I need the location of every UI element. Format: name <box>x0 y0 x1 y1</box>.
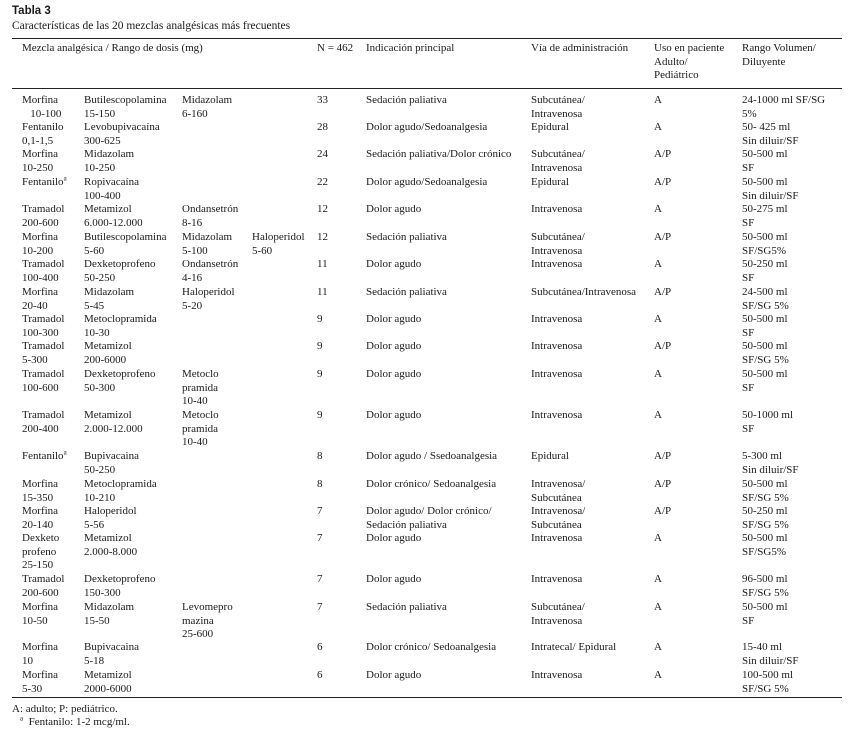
cell-drug-1: Fentanilo 0,1-1,5 <box>22 121 64 147</box>
cell-patient-use: A <box>654 94 662 106</box>
cell-route: Intravenosa/ Subcutánea <box>531 478 586 504</box>
cell-route: Epidural <box>531 176 569 188</box>
footnote-mark: a <box>63 448 67 457</box>
cell-drug-2: Metoclopramida 10-30 <box>84 313 157 339</box>
cell-drug-2: Metamizol 2000-6000 <box>84 669 132 695</box>
cell-route: Intravenosa <box>531 669 583 681</box>
cell-indication: Sedación paliativa <box>366 94 447 106</box>
cell-drug-4: Haloperidol 5-60 <box>252 231 305 257</box>
cell-indication: Dolor agudo <box>366 340 422 352</box>
cell-drug-2: Dexketoprofeno 50-300 <box>84 368 156 394</box>
cell-count: 7 <box>317 601 323 613</box>
cell-indication: Dolor agudo/Sedoanalgesia <box>366 176 488 188</box>
cell-route: Intratecal/ Epidural <box>531 641 617 653</box>
cell-count: 9 <box>317 340 323 352</box>
cell-count: 11 <box>317 286 328 298</box>
cell-drug-2: Metamizol 2.000-8.000 <box>84 532 138 558</box>
cell-patient-use: A <box>654 258 662 270</box>
cell-drug-2: Dexketoprofeno 50-250 <box>84 258 156 284</box>
cell-count: 9 <box>317 313 323 325</box>
cell-patient-use: A <box>654 573 662 585</box>
cell-volume-range: 96-500 ml SF/SG 5% <box>742 573 789 599</box>
bottom-rule <box>12 697 842 698</box>
cell-count: 8 <box>317 450 323 462</box>
cell-count: 9 <box>317 368 323 380</box>
cell-count: 9 <box>317 409 323 421</box>
cell-drug-2: Levobupivacaína 300-625 <box>84 121 160 147</box>
footnote-mark: a <box>20 714 24 723</box>
cell-volume-range: 50-500 ml SF/SG5% <box>742 231 788 257</box>
cell-volume-range: 24-1000 ml SF/SG 5% <box>742 94 826 120</box>
cell-route: Intravenosa <box>531 409 583 421</box>
cell-volume-range: 5-300 ml Sin diluir/SF <box>742 450 799 476</box>
top-rule <box>12 38 842 39</box>
table-title: Tabla 3 <box>12 5 51 17</box>
cell-drug-1: Fentanilo$^a$ <box>22 448 67 462</box>
cell-drug-1: Morfina 10 <box>22 641 59 667</box>
cell-patient-use: A/P <box>654 231 672 243</box>
cell-indication: Sedación paliativa/Dolor crónico <box>366 148 512 160</box>
header-mezcla: Mezcla analgésica / Rango de dosis (mg) <box>22 42 203 54</box>
footnote-fentanilo <box>20 716 130 729</box>
cell-route: Intravenosa <box>531 532 583 544</box>
cell-patient-use: A/P <box>654 176 672 188</box>
cell-drug-3: Midazolam 5-100 <box>182 231 233 257</box>
cell-drug-1: Tramadol 100-400 <box>22 258 65 284</box>
cell-volume-range: 50-500 ml Sin diluir/SF <box>742 176 799 202</box>
cell-drug-3: Midazolam 6-160 <box>182 94 233 120</box>
cell-indication: Dolor agudo <box>366 258 422 270</box>
cell-drug-2: Bupivacaina 50-250 <box>84 450 139 476</box>
cell-volume-range: 50- 425 ml Sin diluir/SF <box>742 121 799 147</box>
footnote-mark: a <box>63 174 67 183</box>
cell-indication: Dolor agudo <box>366 573 422 585</box>
cell-count: 6 <box>317 641 323 653</box>
cell-drug-1: Morfina 15-350 <box>22 478 59 504</box>
cell-drug-1: Morfina 10-250 <box>22 148 59 174</box>
cell-indication: Sedación paliativa <box>366 286 447 298</box>
header-n: N = 462 <box>317 42 354 54</box>
cell-drug-1: Tramadol 100-300 <box>22 313 65 339</box>
cell-route: Subcutánea/ Intravenosa <box>531 94 585 120</box>
cell-indication: Sedación paliativa <box>366 601 447 613</box>
cell-volume-range: 50-500 ml SF <box>742 148 788 174</box>
cell-volume-range: 50-275 ml SF <box>742 203 788 229</box>
cell-patient-use: A <box>654 409 662 421</box>
header-rule <box>12 88 842 89</box>
cell-indication: Sedación paliativa <box>366 231 447 243</box>
cell-count: 33 <box>317 94 328 106</box>
cell-drug-1: Morfina 20-40 <box>22 286 59 312</box>
cell-indication: Dolor crónico/ Sedoanalgesia <box>366 641 497 653</box>
cell-count: 24 <box>317 148 328 160</box>
cell-patient-use: A/P <box>654 286 672 298</box>
cell-count: 11 <box>317 258 328 270</box>
cell-drug-2: Bupivacaina 5-18 <box>84 641 139 667</box>
cell-route: Subcutánea/ Intravenosa <box>531 231 585 257</box>
cell-count: 12 <box>317 231 328 243</box>
cell-drug-2: Butilescopolamina 15-150 <box>84 94 167 120</box>
cell-drug-1: Morfina 10-100 <box>22 94 62 120</box>
cell-drug-3: Haloperidol 5-20 <box>182 286 235 312</box>
cell-drug-1: Morfina 10-200 <box>22 231 59 257</box>
cell-count: 7 <box>317 505 323 517</box>
cell-drug-2: Ropivacaína 100-400 <box>84 176 139 202</box>
cell-volume-range: 50-500 ml SF <box>742 368 788 394</box>
cell-count: 12 <box>317 203 328 215</box>
cell-indication: Dolor agudo <box>366 203 422 215</box>
cell-drug-1: Morfina 5-30 <box>22 669 59 695</box>
cell-patient-use: A <box>654 368 662 380</box>
cell-count: 28 <box>317 121 328 133</box>
cell-patient-use: A <box>654 203 662 215</box>
cell-patient-use: A/P <box>654 340 672 352</box>
cell-patient-use: A/P <box>654 478 672 490</box>
cell-volume-range: 50-500 ml SF <box>742 601 788 627</box>
cell-drug-1: Fentanilo$^a$ <box>22 174 67 188</box>
table-caption: Características de las 20 mezclas analgésicas más frecuentes <box>12 20 291 32</box>
cell-drug-1: Tramadol 5-300 <box>22 340 65 366</box>
cell-patient-use: A <box>654 601 662 613</box>
cell-volume-range: 15-40 ml Sin diluir/SF <box>742 641 799 667</box>
cell-volume-range: 50-500 ml SF/SG 5% <box>742 478 789 504</box>
cell-indication: Dolor agudo <box>366 669 422 681</box>
cell-drug-2: Dexketoprofeno 150-300 <box>84 573 156 599</box>
cell-route: Subcutánea/ Intravenosa <box>531 148 585 174</box>
cell-indication: Dolor agudo <box>366 532 422 544</box>
cell-patient-use: A <box>654 121 662 133</box>
cell-drug-2: Metoclopramida 10-210 <box>84 478 157 504</box>
cell-route: Subcutánea/Intravenosa <box>531 286 637 298</box>
cell-indication: Dolor agudo/ Dolor crónico/ Sedación paliativa <box>366 505 492 531</box>
cell-drug-3: Metoclo pramida 10-40 <box>182 368 219 407</box>
cell-route: Subcutánea/ Intravenosa <box>531 601 585 627</box>
cell-volume-range: 50-500 ml SF <box>742 313 788 339</box>
cell-indication: Dolor agudo <box>366 368 422 380</box>
cell-drug-1: Tramadol 200-400 <box>22 409 65 435</box>
cell-patient-use: A <box>654 641 662 653</box>
cell-volume-range: 50-500 ml SF/SG 5% <box>742 340 789 366</box>
cell-indication: Dolor agudo <box>366 313 422 325</box>
cell-volume-range: 50-250 ml SF <box>742 258 788 284</box>
cell-volume-range: 50-250 ml SF/SG 5% <box>742 505 789 531</box>
cell-route: Intravenosa <box>531 258 583 270</box>
cell-patient-use: A <box>654 669 662 681</box>
cell-route: Intravenosa <box>531 368 583 380</box>
cell-patient-use: A/P <box>654 148 672 160</box>
cell-indication: Dolor agudo/Sedoanalgesia <box>366 121 488 133</box>
cell-count: 7 <box>317 573 323 585</box>
cell-indication: Dolor agudo / Ssedoanalgesia <box>366 450 498 462</box>
cell-count: 22 <box>317 176 328 188</box>
footnote-text: Fentanilo: 1-2 mcg/ml. <box>28 716 130 728</box>
cell-drug-1: Morfina 10-50 <box>22 601 59 627</box>
cell-patient-use: A <box>654 532 662 544</box>
cell-drug-3: Metoclo pramida 10-40 <box>182 409 219 448</box>
cell-patient-use: A/P <box>654 505 672 517</box>
cell-drug-1: Tramadol 100-600 <box>22 368 65 394</box>
cell-drug-2: Midazolam 10-250 <box>84 148 135 174</box>
cell-drug-2: Haloperidol 5-56 <box>84 505 137 531</box>
cell-drug-2: Butilescopolamina 5-60 <box>84 231 167 257</box>
cell-count: 7 <box>317 532 323 544</box>
cell-route: Intravenosa <box>531 573 583 585</box>
cell-count: 8 <box>317 478 323 490</box>
cell-volume-range: 24-500 ml SF/SG 5% <box>742 286 789 312</box>
header-rango: Rango Volumen/ Diluyente <box>742 42 816 68</box>
cell-route: Intravenosa <box>531 340 583 352</box>
cell-route: Intravenosa <box>531 203 583 215</box>
cell-route: Epidural <box>531 450 569 462</box>
cell-count: 6 <box>317 669 323 681</box>
cell-patient-use: A/P <box>654 450 672 462</box>
cell-drug-1: Tramadol 200-600 <box>22 203 65 229</box>
cell-indication: Dolor crónico/ Sedoanalgesia <box>366 478 497 490</box>
cell-route: Epidural <box>531 121 569 133</box>
header-indicacion: Indicación principal <box>366 42 455 54</box>
header-via: Vía de administración <box>531 42 629 54</box>
cell-drug-1: Morfina 20-140 <box>22 505 59 531</box>
cell-drug-1: Tramadol 200-600 <box>22 573 65 599</box>
cell-indication: Dolor agudo <box>366 409 422 421</box>
cell-drug-2: Metamizol 2.000-12.000 <box>84 409 143 435</box>
cell-drug-2: Midazolam 15-50 <box>84 601 135 627</box>
cell-volume-range: 100-500 ml SF/SG 5% <box>742 669 794 695</box>
cell-drug-2: Metamizol 6.000-12.000 <box>84 203 143 229</box>
cell-volume-range: 50-1000 ml SF <box>742 409 794 435</box>
cell-drug-3: Ondansetrón 4-16 <box>182 258 239 284</box>
header-uso: Uso en paciente Adulto/ Pediátrico <box>654 42 725 81</box>
cell-drug-2: Metamizol 200-6000 <box>84 340 132 366</box>
cell-route: Intravenosa/ Subcutánea <box>531 505 586 531</box>
cell-volume-range: 50-500 ml SF/SG5% <box>742 532 788 558</box>
footnote-abbreviations: A: adulto; P: pediátrico. <box>12 703 118 715</box>
cell-drug-1: Dexketo profeno 25-150 <box>22 532 60 571</box>
cell-route: Intravenosa <box>531 313 583 325</box>
cell-drug-3: Levomepro mazina 25-600 <box>182 601 233 640</box>
cell-patient-use: A <box>654 313 662 325</box>
cell-drug-3: Ondansetrón 8-16 <box>182 203 239 229</box>
cell-drug-2: Midazolam 5-45 <box>84 286 135 312</box>
